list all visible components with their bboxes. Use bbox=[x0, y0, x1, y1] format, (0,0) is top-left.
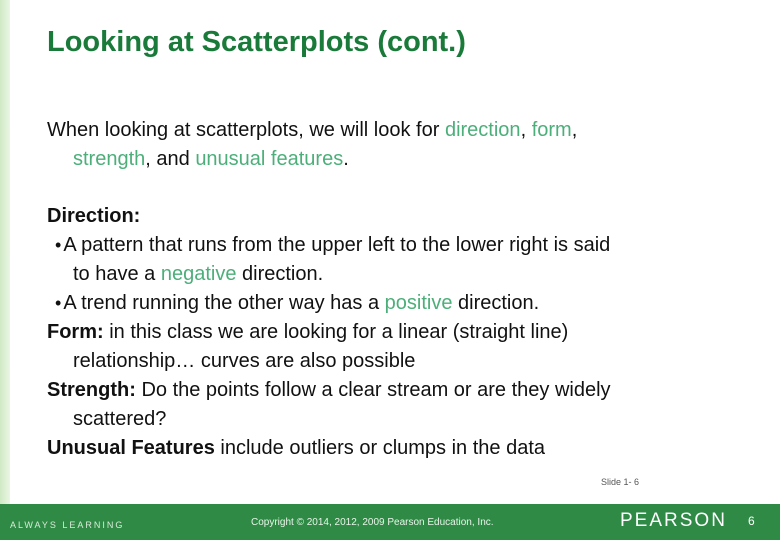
direction-heading-line bbox=[47, 202, 767, 231]
term-unusual-features: unusual features bbox=[195, 148, 344, 170]
copyright-text: Copyright © 2014, 2012, 2009 Pearson Education, Inc. bbox=[251, 517, 494, 528]
direction-heading: Direction: bbox=[47, 205, 141, 227]
intro-line-1 bbox=[47, 116, 767, 145]
direction-bullet-2 bbox=[47, 289, 767, 318]
bullet-text: A trend running the other way has a bbox=[63, 292, 385, 314]
slide-title: Looking at Scatterplots (cont.) bbox=[47, 26, 466, 58]
intro-line-2 bbox=[47, 145, 767, 174]
intro-text: When looking at scatterplots, we will look for bbox=[47, 119, 445, 141]
always-learning-label: ALWAYS LEARNING bbox=[10, 520, 125, 530]
pearson-logo: PEARSON bbox=[620, 510, 727, 531]
unusual-heading: Unusual Features bbox=[47, 437, 215, 459]
term-direction: direction bbox=[444, 119, 521, 141]
term-form: form bbox=[531, 119, 572, 141]
bullet-icon: • bbox=[55, 235, 62, 255]
page-number: 6 bbox=[748, 514, 755, 528]
bullet-text: direction. bbox=[236, 263, 324, 285]
intro-text: , bbox=[571, 119, 578, 141]
form-text: in this class we are looking for a linear (straight line) bbox=[103, 321, 569, 343]
unusual-text: include outliers or clumps in the data bbox=[214, 437, 546, 459]
details-block bbox=[47, 202, 767, 463]
intro-text: . bbox=[343, 148, 349, 170]
direction-bullet-1 bbox=[47, 231, 767, 260]
direction-bullet-1-cont bbox=[47, 260, 767, 289]
strength-heading: Strength: bbox=[47, 379, 136, 401]
term-negative: negative bbox=[160, 263, 237, 285]
bullet-text: A pattern that runs from the upper left to the lower right is said bbox=[63, 234, 611, 256]
bullet-text: direction. bbox=[452, 292, 540, 314]
strength-line-1 bbox=[47, 376, 767, 405]
form-line-1 bbox=[47, 318, 767, 347]
strength-text: scattered? bbox=[73, 408, 167, 430]
strength-text: Do the points follow a clear stream or are they widely bbox=[135, 379, 611, 401]
strength-line-2 bbox=[47, 405, 767, 434]
left-accent-bar bbox=[0, 0, 10, 508]
unusual-line bbox=[47, 434, 767, 463]
bullet-icon: • bbox=[55, 293, 62, 313]
intro-text: , bbox=[520, 119, 532, 141]
term-positive: positive bbox=[384, 292, 453, 314]
form-line-2 bbox=[47, 347, 767, 376]
slide-number-label: Slide 1- 6 bbox=[601, 477, 640, 487]
term-strength: strength bbox=[73, 148, 146, 170]
bullet-text: to have a bbox=[73, 263, 161, 285]
intro-paragraph bbox=[47, 116, 767, 174]
form-heading: Form: bbox=[47, 321, 104, 343]
intro-text: , and bbox=[145, 148, 196, 170]
footer-bar bbox=[0, 477, 780, 540]
form-text: relationship… curves are also possible bbox=[73, 350, 416, 372]
